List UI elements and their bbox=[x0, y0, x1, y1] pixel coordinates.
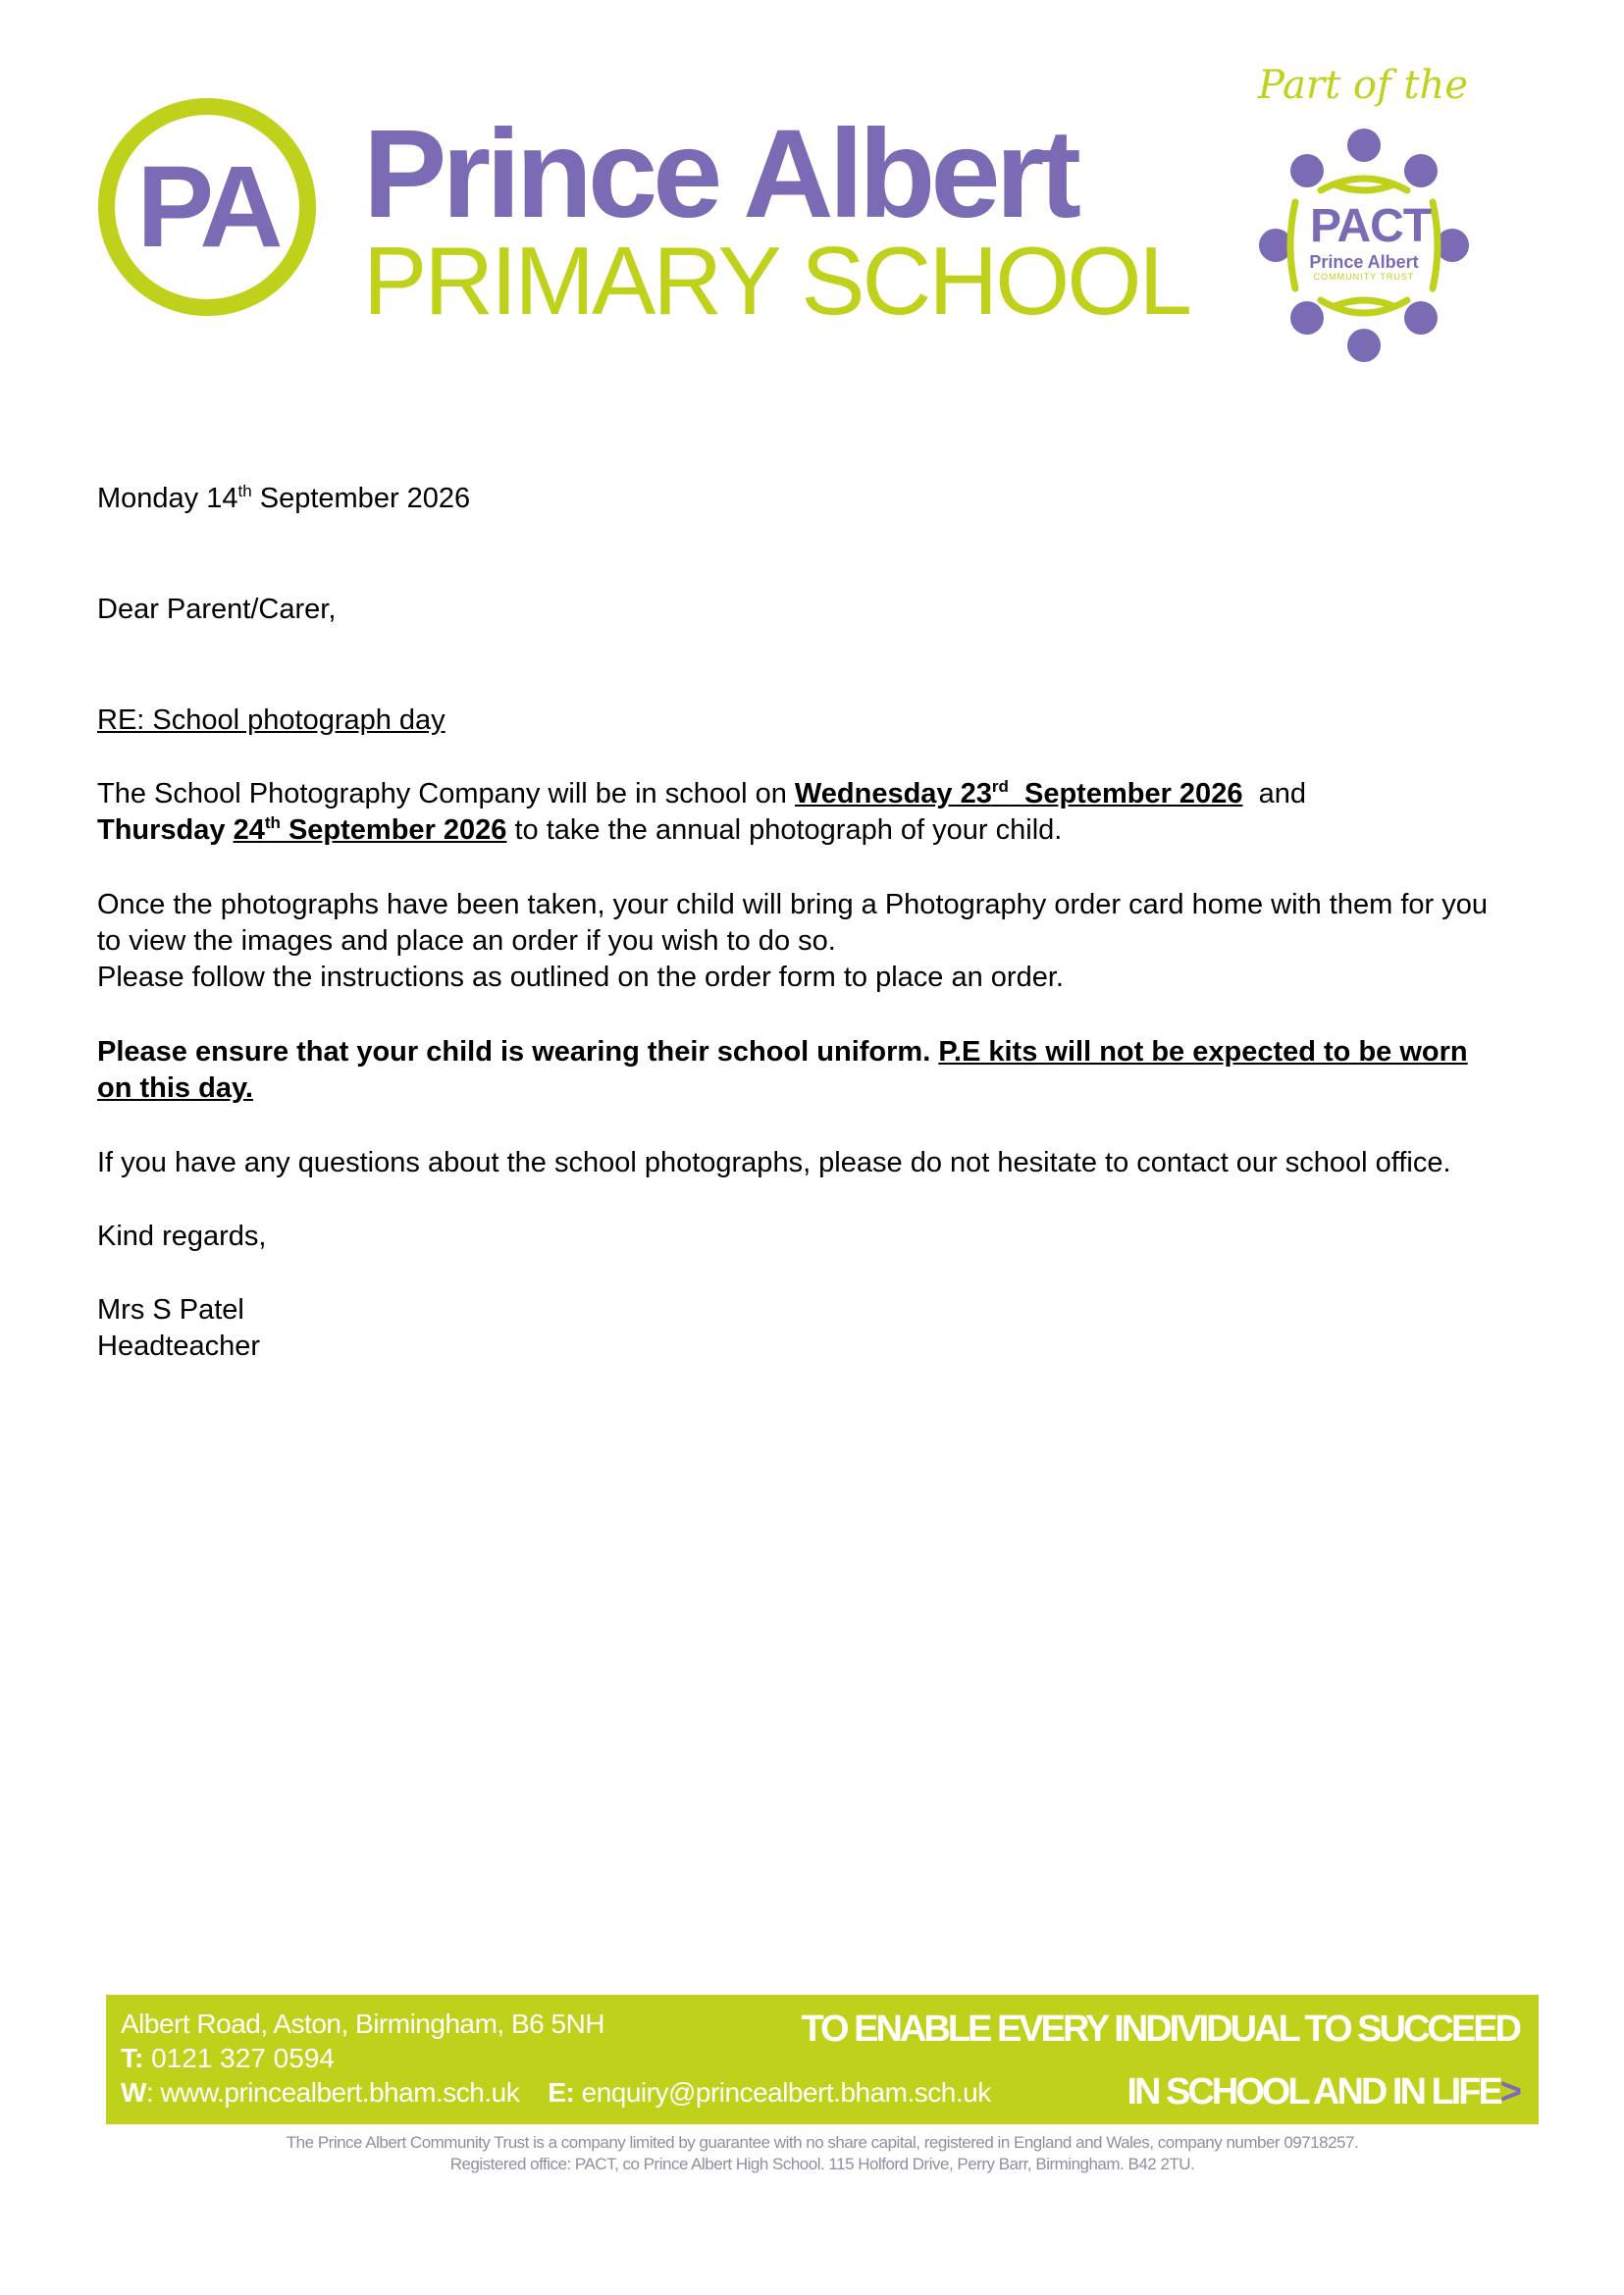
school-name: Prince Albert bbox=[363, 104, 1076, 244]
first-photo-date: Wednesday 23rd September 2026 bbox=[794, 777, 1243, 809]
motto-arrow-icon: > bbox=[1499, 2071, 1519, 2112]
footer-website[interactable]: : www.princealbert.bham.sch.uk bbox=[145, 2077, 520, 2108]
pact-name: Prince Albert bbox=[1309, 252, 1419, 272]
footer-contact-line: W: www.princealbert.bham.sch.uk E: enquiry@princealbert.bham.sch.uk bbox=[121, 2077, 991, 2108]
footer-telephone: T: 0121 327 0594 bbox=[121, 2043, 335, 2073]
footer-motto-line1: TO ENABLE EVERY INDIVIDUAL TO SUCCEED bbox=[801, 2008, 1519, 2050]
school-type: PRIMARY SCHOOL bbox=[363, 227, 1190, 335]
footer-motto-line2: IN SCHOOL AND IN LIFE> bbox=[1126, 2071, 1519, 2112]
photo-dates-paragraph: The School Photography Company will be in school on Wednesday 23rd September 2026 and Thursday 24th September 2026 to take the annual photograph of your child. bbox=[97, 777, 1306, 846]
uniform-paragraph: Please ensure that your child is wearing their school uniform. P.E kits will not be expected to be worn on this day. bbox=[97, 1036, 1468, 1104]
footer-email[interactable]: enquiry@princealbert.bham.sch.uk bbox=[574, 2077, 991, 2108]
order-card-paragraph: Once the photographs have been taken, your child will bring a Photography order card home with them for you to view the images and place an order if you wish to do so. Please follow the instructions as outlined on the order form to place an order. bbox=[97, 889, 1488, 993]
school-logo-initials: PA bbox=[136, 142, 278, 272]
letter-signer bbox=[97, 1292, 260, 1365]
letter-date: Monday 14th September 2026 bbox=[97, 482, 471, 514]
letter-greeting: Dear Parent/Carer, bbox=[97, 594, 337, 625]
signer-name: Mrs S Patel bbox=[97, 1294, 244, 1326]
questions-paragraph: If you have any questions about the school photographs, please do not hesitate to contact our school office. bbox=[97, 1147, 1451, 1178]
footer-legal-line2: Registered office: PACT, co Prince Albert High School. 115 Holford Drive, Perry Barr, Birmingham. B42 2TU. bbox=[449, 2155, 1195, 2173]
pact-part-of-text: Part of the bbox=[1258, 63, 1468, 108]
pact-subtitle: COMMUNITY TRUST bbox=[1313, 272, 1415, 282]
letter-signoff: Kind regards, bbox=[97, 1221, 267, 1252]
second-photo-date: 24th September 2026 bbox=[233, 813, 507, 846]
letter-subject: RE: School photograph day bbox=[97, 704, 445, 736]
signer-role: Headteacher bbox=[97, 1330, 261, 1362]
footer-legal-line1: The Prince Albert Community Trust is a company limited by guarantee with no share capital, registered in England and Wales, company number 09718257. bbox=[286, 2133, 1359, 2152]
pact-title: PACT bbox=[1310, 200, 1432, 252]
footer-address: Albert Road, Aston, Birmingham, B6 5NH bbox=[121, 2008, 605, 2039]
